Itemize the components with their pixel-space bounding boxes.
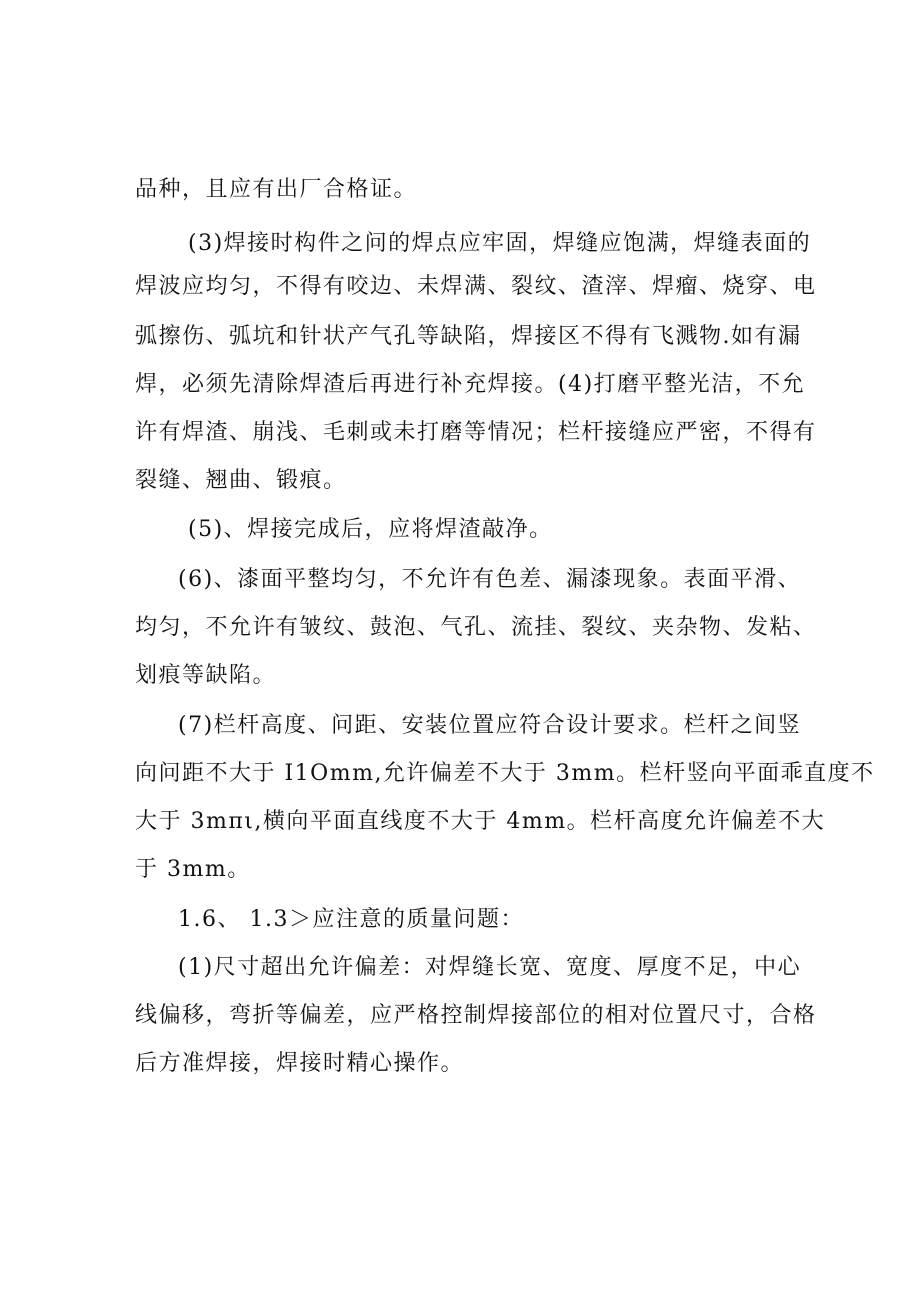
text-line-8: (5)、焊接完成后，应将焊渣敲净。	[188, 517, 553, 542]
text-line-3: 焊波应均匀，不得有咬边、未焊满、裂纹、渣滓、焊瘤、烧穿、电	[135, 274, 817, 299]
text-line-9: (6)、漆面平整均匀，不允许有色差、漏漆现象。表面平滑、	[178, 567, 802, 592]
text-line-11: 划痕等缺陷。	[135, 663, 277, 688]
text-line-17: (1)尺寸超出允许偏差：对焊缝长宽、宽度、厚度不足，中心	[178, 955, 802, 980]
text-line-18: 线偏移，弯折等偏差，应严格控制焊接部位的相对位置尺寸，合格	[135, 1003, 817, 1028]
text-line-2: (3)焊接时构件之问的焊点应牢固，焊缝应饱满，焊缝表面的	[188, 231, 812, 256]
text-line-13: 向问距不大于 I1Omm,允许偏差不大于 3mm。栏杆竖向平面乖直度不	[135, 761, 875, 786]
text-line-15: 于 3mm。	[135, 857, 251, 882]
text-line-19: 后方准焊接，焊接时精心操作。	[135, 1051, 465, 1076]
text-line-5: 焊，必须先清除焊渣后再进行补充焊接。(4)打磨平整光洁，不允	[135, 372, 806, 397]
text-line-1: 品种，且应有出厂合格证。	[135, 177, 418, 202]
text-line-14: 大于 3mπι,横向平面直线度不大于 4mm。栏杆高度允许偏差不大	[135, 809, 826, 834]
text-line-4: 弧擦伤、弧坑和针状产气孔等缺陷，焊接区不得有飞溅物.如有漏	[135, 324, 802, 349]
text-line-10: 均匀，不允许有皱纹、鼓泡、气孔、流挂、裂纹、夹杂物、发粘、	[135, 615, 817, 640]
text-line-7: 裂缝、翘曲、锻痕。	[135, 468, 347, 493]
text-line-12: (7)栏杆高度、问距、安装位置应符合设计要求。栏杆之间竖	[178, 713, 802, 738]
section-heading: 1.6、 1.3＞应注意的质量问题：	[178, 907, 524, 932]
text-line-6: 许有焊渣、崩浅、毛刺或未打磨等情况；栏杆接缝应严密，不得有	[135, 420, 817, 445]
